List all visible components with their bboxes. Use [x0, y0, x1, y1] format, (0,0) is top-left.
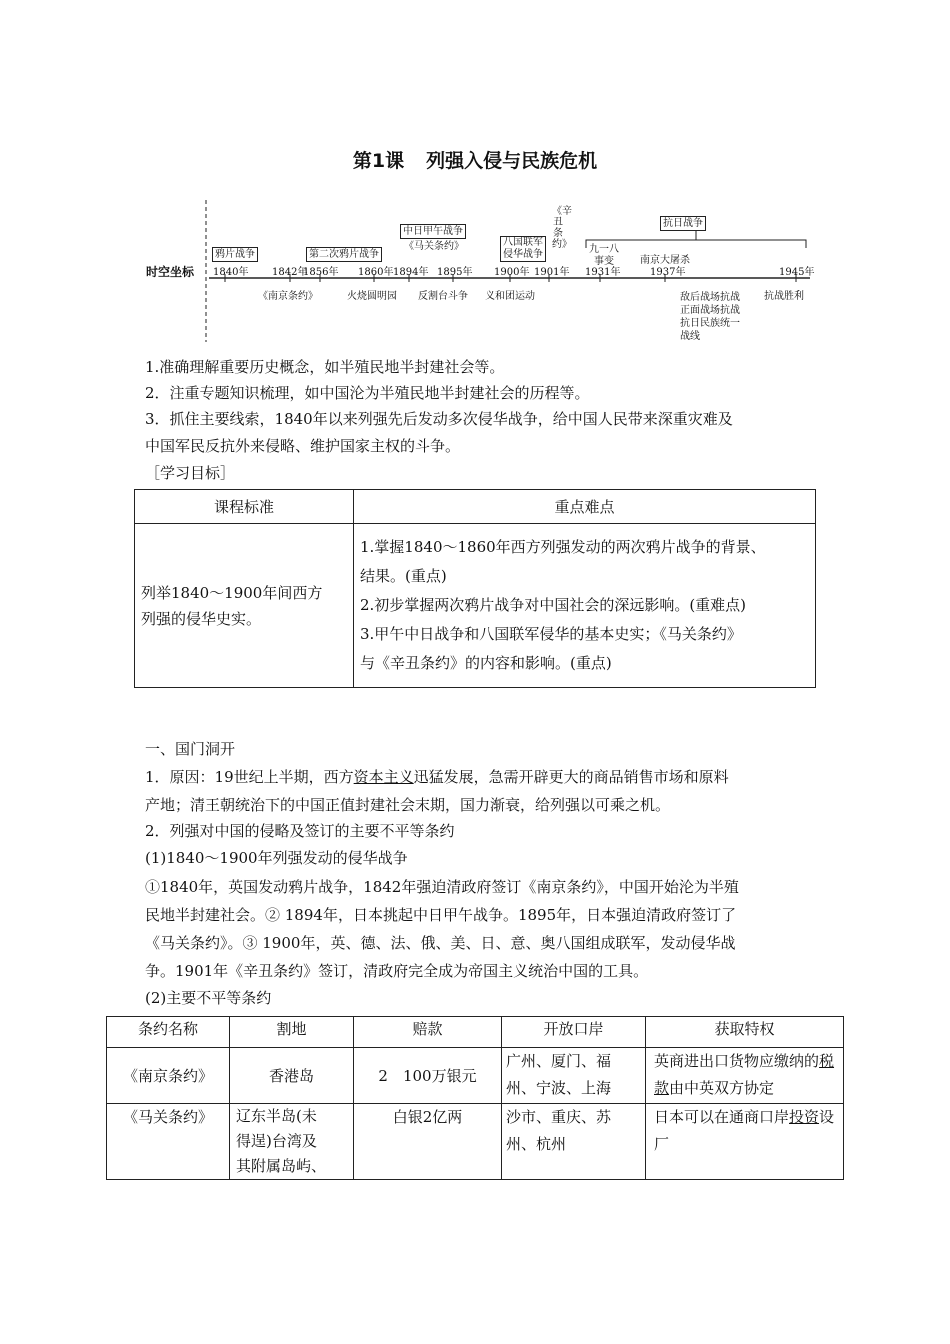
year-1894: 1894年 [393, 267, 429, 278]
timeline-figure [0, 0, 950, 345]
standard-line: 列举1840～1900年间西方 [141, 583, 323, 602]
header-ceded-land: 割地 [230, 1017, 354, 1048]
event-united-front-2: 战线 [680, 331, 700, 342]
land-cell: 香港岛 [230, 1048, 354, 1104]
header-ports: 开放口岸 [502, 1017, 646, 1048]
treaty-table [106, 1016, 844, 1180]
event-maguan-treaty: 《马关条约》 [404, 241, 464, 252]
year-1895: 1895年 [437, 267, 473, 278]
event-rear-front: 敌后战场抗战 [680, 292, 740, 303]
timeline-label: 时空坐标 [146, 265, 195, 279]
event-sino-japanese-war [400, 224, 466, 253]
standard-cell [135, 524, 354, 688]
intro-line-3: 3．抓住主要线索，1840年以来列强先后发动多次侵华战争，给中国人民带来深重灾难及 [145, 410, 733, 428]
intro-line-4: 中国军民反抗外来侵略、维护国家主权的斗争。 [145, 437, 461, 455]
goals-table-row [135, 524, 816, 688]
standard-line: 列强的侵华史实。 [141, 609, 262, 628]
year-1840: 1840年 [213, 267, 249, 278]
year-1937: 1937年 [650, 267, 686, 278]
ports-line: 沙市、重庆、苏 [506, 1108, 612, 1126]
event-eight-nation-line2: 侵华战争 [503, 249, 543, 260]
ports-cell [502, 1104, 646, 1180]
land-line: 得逞)台湾及 [236, 1132, 317, 1150]
treaty-table-header [107, 1017, 844, 1048]
event-xinchou-treaty: 《辛丑条约》 [552, 206, 572, 250]
event-jiawu-box: 中日甲午战争 [400, 224, 466, 239]
header-key-points: 重点难点 [354, 490, 816, 524]
timeline-lines [0, 0, 950, 345]
goals-table-header [135, 490, 816, 524]
section-p4-line4: 争。1901年《辛丑条约》签订，清政府完全成为帝国主义统治中国的工具。 [145, 962, 649, 980]
ports-line: 州、宁波、上海 [506, 1079, 612, 1097]
table-row [107, 1104, 844, 1180]
privilege-cell [646, 1104, 844, 1180]
land-line: 其附属岛屿、 [236, 1157, 327, 1175]
section-p4-line3: 《马关条约》。③ 1900年，英、德、法、俄、美、日、意、奥八国组成联军，发动侵华战 [145, 934, 736, 952]
year-1931: 1931年 [585, 267, 621, 278]
event-opium-war: 鸦片战争 [212, 247, 258, 262]
key-point-line: 3.甲午中日战争和八国联军侵华的基本史实；《马关条约》 [360, 625, 742, 643]
section-p2: 2．列强对中国的侵略及签订的主要不平等条约 [145, 822, 455, 840]
key-point-line: 结果。(重点) [360, 567, 447, 585]
land-cell [230, 1104, 354, 1180]
event-war-fronts [680, 291, 740, 343]
section-p4-line1: ①1840年，英国发动鸦片战争，1842年强迫清政府签订《南京条约》，中国开始沦为半殖 [145, 878, 739, 896]
year-1842: 1842年 [272, 267, 308, 278]
ports-cell [502, 1048, 646, 1104]
year-1945: 1945年 [779, 267, 815, 278]
event-918 [589, 244, 619, 268]
goals-label: ［学习目标］ [145, 464, 236, 482]
privilege-cell [646, 1048, 844, 1104]
key-point-line: 1.掌握1840～1860年西方列强发动的两次鸦片战争的背景、 [360, 538, 766, 556]
key-points-cell [354, 524, 816, 688]
event-anti-taiwan-cession: 反割台斗争 [418, 291, 468, 302]
p1-text-a: 1．原因：19世纪上半期，西方 [145, 768, 354, 786]
indemnity-cell: 2 100万银元 [354, 1048, 502, 1104]
section-heading: 一、国门洞开 [145, 740, 236, 758]
event-main-front: 正面战场抗战 [680, 305, 740, 316]
section-p3: (1)1840～1900年列强发动的侵华战争 [145, 849, 408, 867]
event-918-line1: 九一八 [589, 244, 619, 255]
year-1900: 1900年 [494, 267, 530, 278]
event-eight-nation [500, 236, 546, 262]
event-victory: 抗战胜利 [764, 291, 804, 302]
year-1901: 1901年 [534, 267, 570, 278]
header-standard: 课程标准 [135, 490, 354, 524]
land-line: 辽东半岛(未 [236, 1107, 317, 1125]
intro-line-1: 1.准确理解重要历史概念，如半殖民地半封建社会等。 [145, 358, 505, 376]
event-eight-nation-line1: 八国联军 [503, 237, 543, 248]
treaty-name-cell: 《马关条约》 [107, 1104, 230, 1180]
event-boxer-movement: 义和团运动 [485, 291, 535, 302]
event-yuanmingyuan: 火烧圆明园 [347, 291, 397, 302]
table-row [107, 1048, 844, 1104]
section-p1-line2: 产地；清王朝统治下的中国正值封建社会末期，国力渐衰，给列强以可乘之机。 [145, 796, 671, 814]
intro-line-2: 2．注重专题知识梳理，如中国沦为半殖民地半封建社会的历程等。 [145, 384, 590, 402]
event-anti-japanese-war: 抗日战争 [660, 216, 706, 231]
event-918-line2: 事变 [594, 256, 614, 267]
privilege-text-a: 英商进出口货物应缴纳的 [654, 1052, 820, 1070]
section-p1-line1 [145, 767, 729, 787]
key-point-line: 与《辛丑条约》的内容和影响。(重点) [360, 654, 612, 672]
year-1856: 1856年 [303, 267, 339, 278]
indemnity-cell: 白银2亿两 [354, 1104, 502, 1180]
key-point-line: 2.初步掌握两次鸦片战争对中国社会的深远影响。(重难点) [360, 596, 747, 614]
event-united-front-1: 抗日民族统一 [680, 318, 740, 329]
privilege-underlined: 税款 [654, 1052, 835, 1097]
section-p5: (2)主要不平等条约 [145, 989, 272, 1007]
section-p4-line2: 民地半封建社会。② 1894年，日本挑起中日甲午战争。1895年，日本强迫清政府签订了 [145, 906, 737, 924]
lesson-number: 第1课 [352, 150, 405, 172]
header-treaty-name: 条约名称 [107, 1017, 230, 1048]
treaty-name-cell: 《南京条约》 [107, 1048, 230, 1104]
header-privileges: 获取特权 [646, 1017, 844, 1048]
header-indemnity: 赔款 [354, 1017, 502, 1048]
ports-line: 州、杭州 [506, 1135, 567, 1153]
event-nanjing-massacre: 南京大屠杀 [640, 255, 690, 266]
privilege-text-a: 日本可以在通商口岸 [654, 1108, 790, 1126]
privilege-text-b: 由中英双方协定 [669, 1079, 775, 1097]
goals-table [134, 489, 816, 688]
ports-line: 广州、厦门、福 [506, 1052, 612, 1070]
event-nanjing-treaty: 《南京条约》 [258, 291, 318, 302]
lesson-name: 列强入侵与民族危机 [426, 150, 598, 172]
privilege-underlined: 投资 [789, 1108, 820, 1126]
p1-text-b: 迅猛发展，急需开辟更大的商品销售市场和原料 [413, 768, 729, 786]
event-second-opium-war: 第二次鸦片战争 [306, 247, 382, 262]
year-1860: 1860年 [358, 267, 394, 278]
privilege-text-b: 设厂 [654, 1108, 835, 1153]
p1-underlined-term: 资本主义 [353, 768, 414, 786]
